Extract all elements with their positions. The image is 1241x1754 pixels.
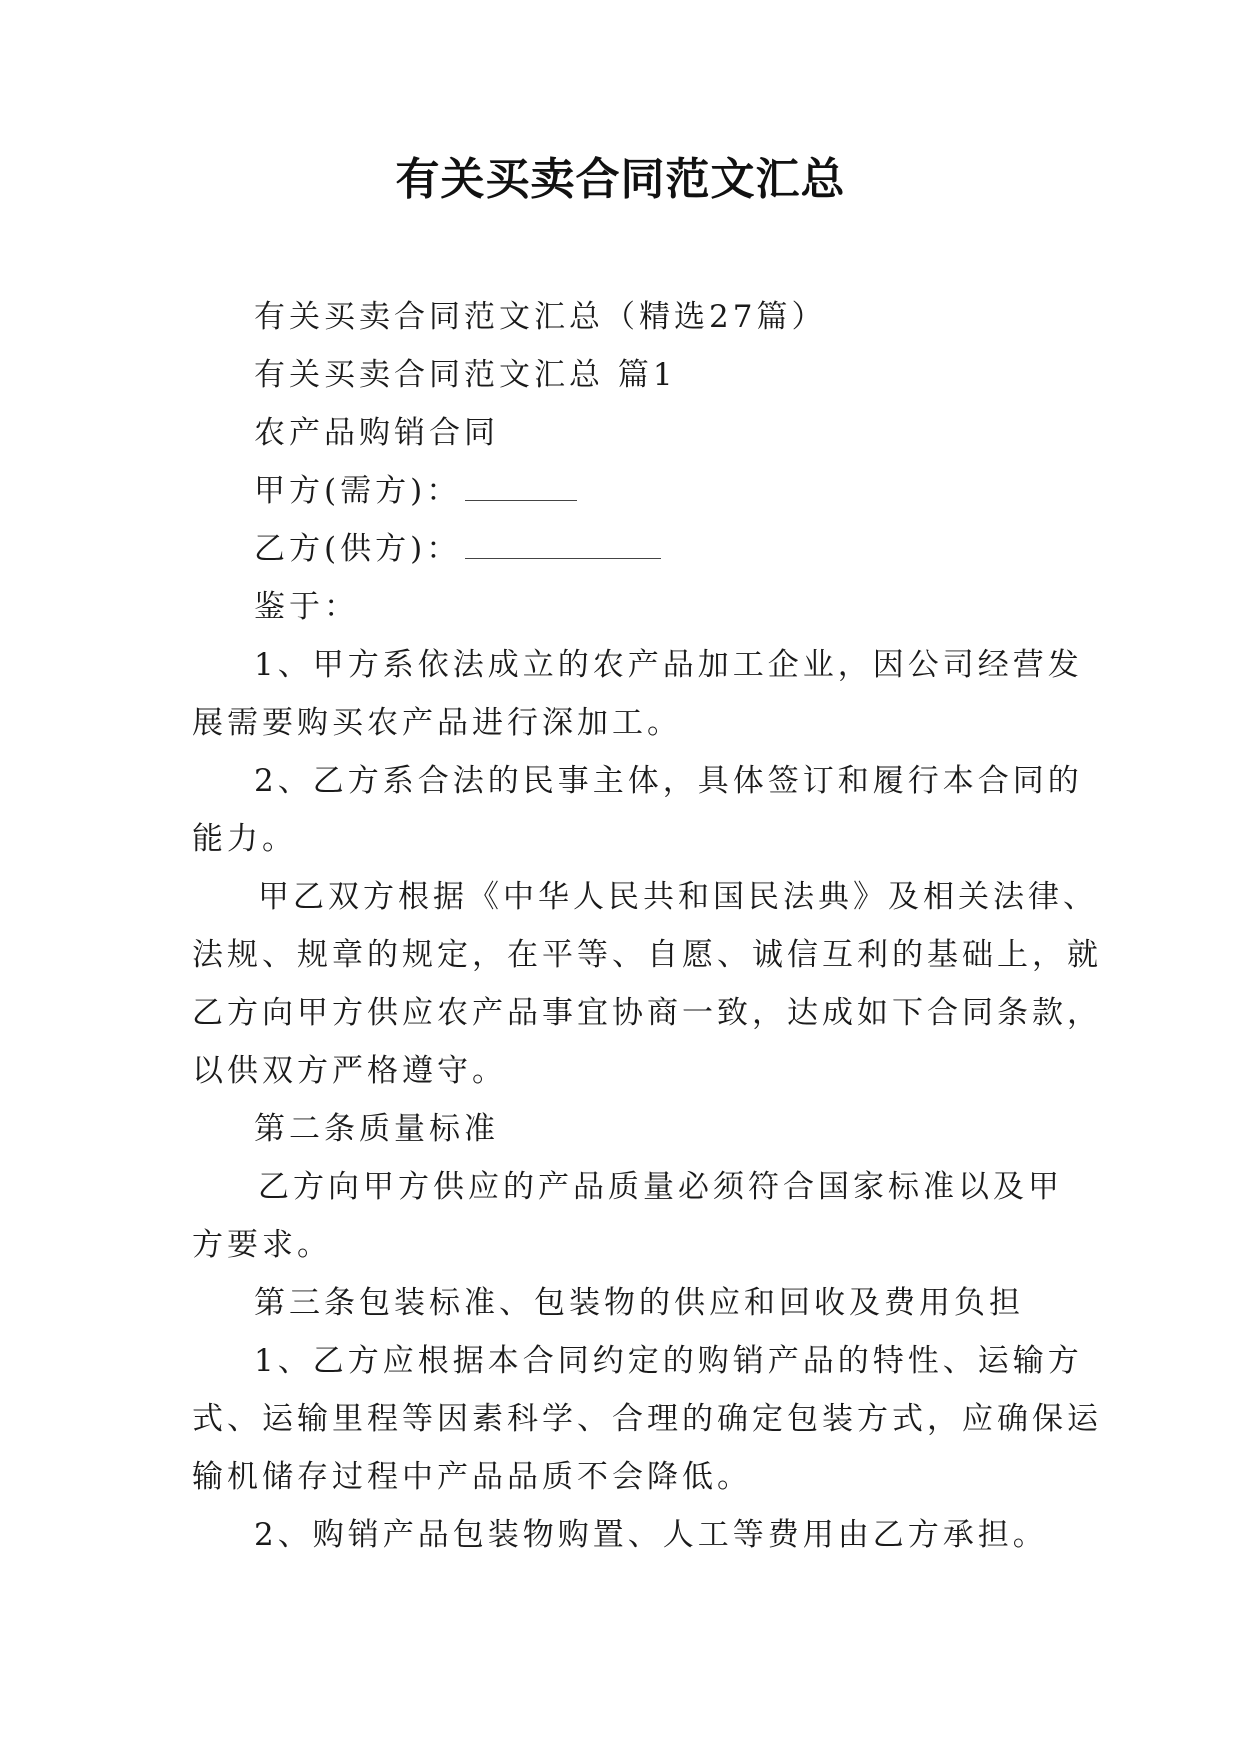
article-3-item-1-line-3: 输机储存过程中产品品质不会降低。 [192, 1459, 752, 1495]
article-3-heading: 第三条包装标准、包装物的供应和回收及费用负担 [254, 1285, 1024, 1321]
article-3-item-2: 2、购销产品包装物购置、人工等费用由乙方承担。 [254, 1517, 1048, 1553]
clause-2-line-1: 2、乙方系合法的民事主体，具体签订和履行本合同的 [254, 763, 1083, 799]
subtitle: 有关买卖合同范文汇总（精选27篇） [254, 299, 827, 335]
section-heading: 有关买卖合同范文汇总 篇1 [254, 357, 677, 393]
contract-name: 农产品购销合同 [254, 415, 499, 451]
party-b-line [192, 520, 1072, 578]
clause-1-line-2: 展需要购买农产品进行深加工。 [192, 705, 682, 741]
article-2-heading: 第二条质量标准 [254, 1111, 499, 1147]
party-a-label: 甲方(需方)： [254, 473, 462, 509]
agreement-line-3: 乙方向甲方供应农产品事宜协商一致，达成如下合同条款， [192, 995, 1102, 1031]
party-a-blank [465, 496, 577, 501]
article-3-item-1-line-1: 1、乙方应根据本合同约定的购销产品的特性、运输方 [254, 1343, 1083, 1379]
article-2-line-1: 乙方向甲方供应的产品质量必须符合国家标准以及甲 [258, 1169, 1063, 1205]
agreement-line-1: 甲乙双方根据《中华人民共和国民法典》及相关法律、 [258, 879, 1098, 915]
party-a-line [192, 462, 1072, 520]
clause-1-line-1: 1、甲方系依法成立的农产品加工企业，因公司经营发 [254, 647, 1083, 683]
party-b-blank [465, 554, 661, 559]
agreement-line-4: 以供双方严格遵守。 [192, 1053, 507, 1089]
article-2-line-2: 方要求。 [192, 1227, 332, 1263]
document-body [192, 288, 1102, 1564]
article-3-item-1-line-2: 式、运输里程等因素科学、合理的确定包装方式，应确保运 [192, 1401, 1102, 1437]
party-b-label: 乙方(供方)： [254, 531, 462, 567]
document-title: 有关买卖合同范文汇总 [395, 154, 846, 205]
whereas-label: 鉴于： [254, 589, 359, 625]
clause-2-line-2: 能力。 [192, 821, 297, 857]
agreement-line-2: 法规、规章的规定，在平等、自愿、诚信互利的基础上，就 [192, 937, 1102, 973]
